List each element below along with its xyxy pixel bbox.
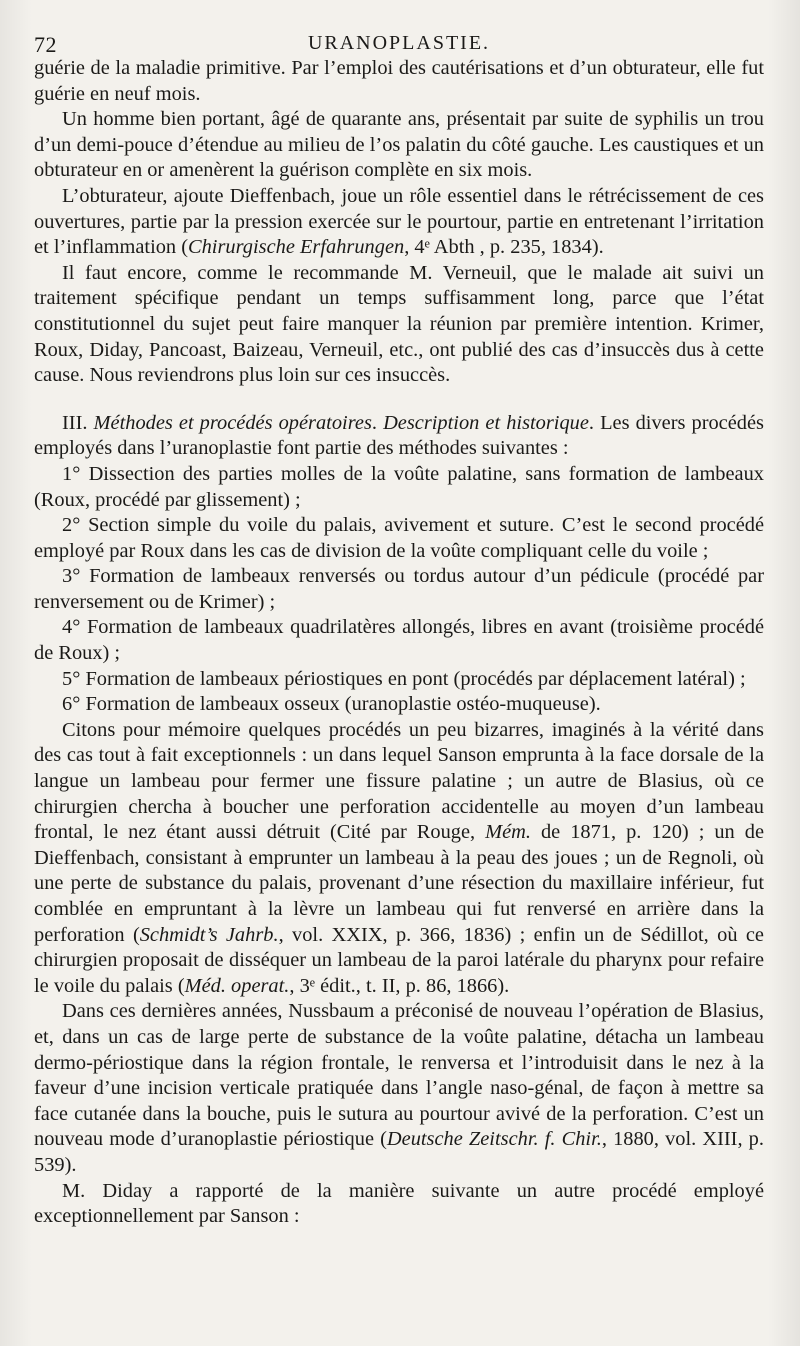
paragraph-nussbaum	[34, 999, 764, 1178]
section-title-history: Description et historique	[383, 411, 589, 434]
citation-mem: Mém.	[485, 821, 531, 844]
citation-deutsche-zeitschr: Deutsche Zeitschr. f. Chir.	[386, 1128, 602, 1151]
paragraph-nussbaum-text-a: Dans ces dernières années, Nussbaum a préconisé de nouveau l’opération de Blasius, et, dans un cas de large perte de substance de la voûte palatine, détacha un lambeau dermo-périostique dans la région frontale, le renversa et l’introduisit dans le nez à la faveur d’une incision verticale pratiquée dans l’angle naso-génal, de façon à mettre sa face cutanée dans la bouche, puis le sutura au pourtour avivé de la perforation. C’est un nouveau mode d’uranoplastie périostique (	[34, 1000, 764, 1151]
section-title-separator: .	[371, 411, 384, 434]
running-head	[34, 26, 764, 57]
citation-chirurgische-erfahrungen: Chirurgische Erfahrungen	[188, 236, 405, 259]
paragraph-continued: guérie de la maladie primitive. Par l’emploi des cautérisations et d’un obturateur, elle fut guérie en neuf mois.	[34, 57, 764, 105]
paragraph-diday: M. Diday a rapporté de la manière suivante un autre procédé employé exceptionnellement par Sanson :	[34, 1179, 764, 1228]
method-item-3: 3° Formation de lambeaux renversés ou tordus autour d’un pédicule (procédé par renversement ou de Krimer) ;	[34, 565, 764, 613]
section-number: III.	[62, 411, 94, 434]
paragraph-nussbaum-text-b: , 1880, vol. XIII, p. 539).	[34, 1128, 764, 1176]
paragraph-bizarre-text-c: , vol. XXIX, p. 366, 1836) ; enfin un de Sédillot, où ce chirurgien proposait de disséquer un lambeau de la paroi latérale du pharynx pour refaire le voile du palais (	[34, 923, 764, 997]
paragraph-obturator-text-b: , 4ᵉ Abth , p. 235, 1834).	[404, 236, 604, 259]
paragraph-bizarre-text-a: Citons pour mémoire quelques procédés un peu bizarres, imaginés à la vérité dans des cas tout à fait exceptionnels : un dans lequel Sanson emprunta à la face dorsale de la langue un lambeau pour fermer une fissure palatine ; un autre de Blasius, où ce chirurgien chercha à boucher une perforation accidentelle au moyen d’un lambeau frontal, le nez étant aussi détruit (Cité par Rouge,	[34, 718, 764, 844]
body-text	[34, 56, 764, 1230]
paragraph-bizarre-procedures	[34, 718, 764, 1000]
section-title-methods: Méthodes et procédés opératoires	[93, 411, 372, 434]
paragraph-bizarre-text-b: de 1871, p. 120) ; un de Dieffenbach, consistant à emprunter un lambeau à la peau des joues ; un de Regnoli, où une perte de substance du palais, provenant d’une résection du maxillaire inférieur, fut comblée en empruntant à la lèvre un lambeau qui fut renversé en arrière dans la perforation (	[34, 821, 764, 946]
page-number: 72	[34, 32, 57, 57]
method-item-5: 5° Formation de lambeaux périostiques en pont (procédés par déplacement latéral) ;	[62, 667, 746, 690]
paragraph-obturator	[34, 184, 764, 261]
paragraph-syphilis-case: Un homme bien portant, âgé de quarante ans, présentait par suite de syphilis un trou d’un demi-pouce d’étendue au milieu de l’os palatin du côté gauche. Les caustiques et un obturateur en or amenèrent la guérison complète en six mois.	[34, 108, 764, 182]
running-title: URANOPLASTIE.	[307, 32, 491, 54]
method-item-6: 6° Formation de lambeaux osseux (uranoplastie ostéo-muqueuse).	[62, 693, 601, 716]
paragraph-obturator-text-a: L’obturateur, ajoute Dieffenbach, joue un rôle essentiel dans le rétrécissement de ces ouvertures, partie par la pression exercée sur le pourtour, partie en entretenant l’irritation et l’inflammation (	[34, 184, 764, 259]
paragraph-verneuil: Il faut encore, comme le recommande M. Verneuil, que le malade ait suivi un traitement spécifique pendant un temps suffisamment long, parce que l’état constitutionnel du sujet peut faire manquer la réunion par première intention. Krimer, Roux, Diday, Pancoast, Baizeau, Verneuil, etc., ont publié des cas d’insuccès dus à cette cause. Nous reviendrons plus loin sur ces insuccès.	[34, 261, 764, 387]
section-iii	[34, 411, 764, 462]
method-item-2: 2° Section simple du voile du palais, avivement et suture. C’est le second procédé employé par Roux dans les cas de division de la voûte compliquant celle du voile ;	[34, 514, 764, 562]
paragraph-bizarre-text-d: , 3ᵉ édit., t. II, p. 86, 1866).	[289, 974, 510, 997]
citation-med-operat: Méd. operat.	[184, 974, 290, 997]
method-item-1: 1° Dissection des parties molles de la voûte palatine, sans formation de lambeaux (Roux, procédé par glissement) ;	[34, 462, 764, 511]
section-intro-text: . Les divers procédés employés dans l’uranoplastie font partie des méthodes suivantes :	[34, 411, 764, 460]
citation-schmidts-jahrb: Schmidt’s Jahrb.	[139, 923, 279, 946]
method-item-4: 4° Formation de lambeaux quadrilatères allongés, libres en avant (troisième procédé de Roux) ;	[34, 616, 764, 665]
